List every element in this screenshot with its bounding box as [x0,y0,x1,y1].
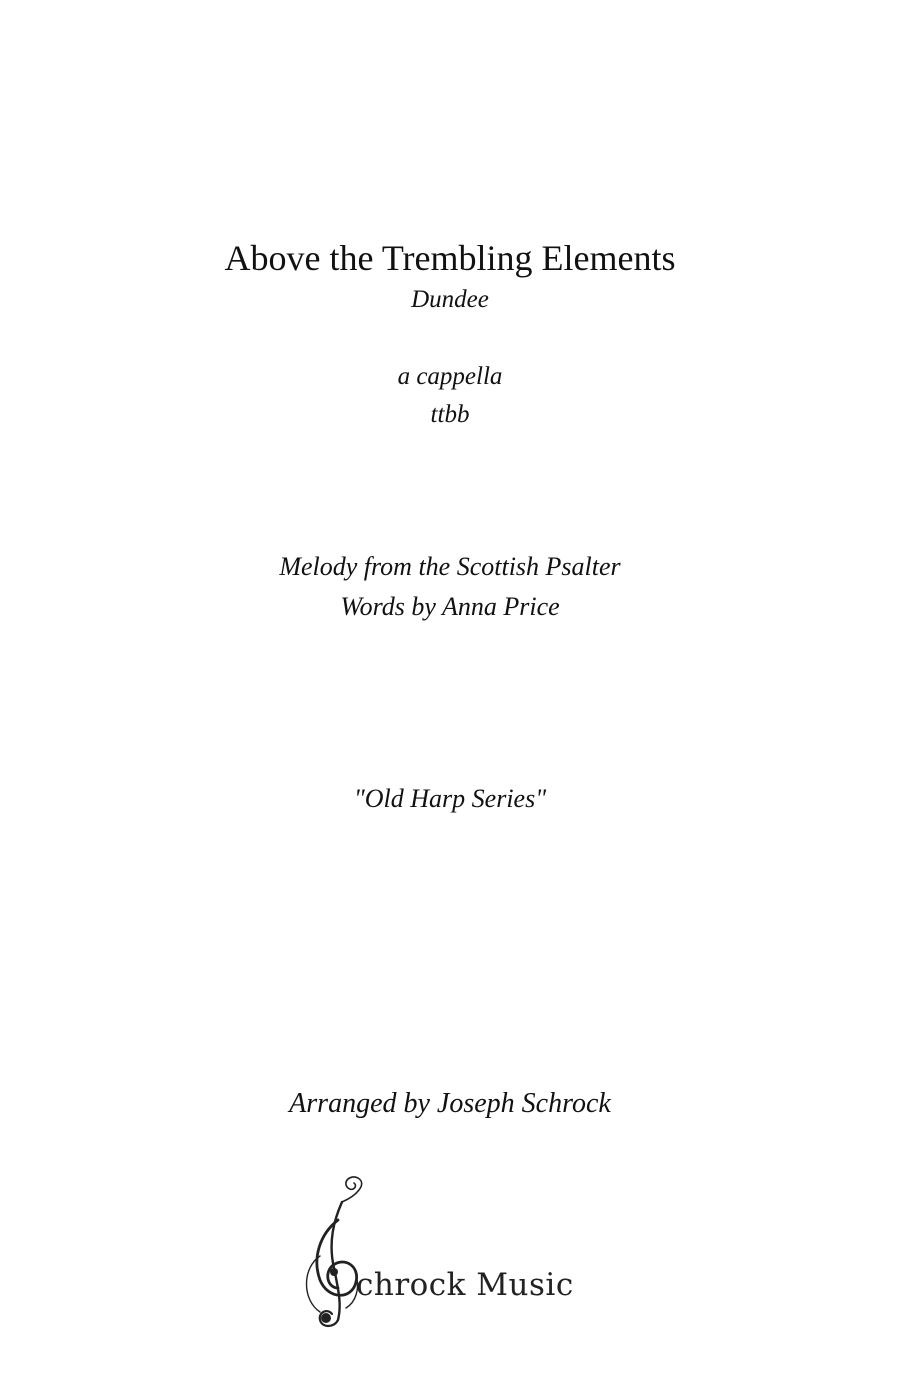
scoring-text: a cappella [397,363,503,390]
logo-wordmark: chrock Music [356,1267,574,1303]
piece-title: Above the Trembling Elements [224,238,676,278]
tune-name: Dundee [411,286,489,313]
words-credit: Words by Anna Price [340,592,560,621]
arranger-credit: Arranged by Joseph Schrock [289,1088,611,1119]
publisher-logo [298,1172,578,1332]
melody-credit: Melody from the Scottish Psalter [279,552,621,581]
series-name: "Old Harp Series" [353,784,547,813]
voicing-text: ttbb [430,401,470,428]
treble-clef-icon [298,1172,378,1332]
